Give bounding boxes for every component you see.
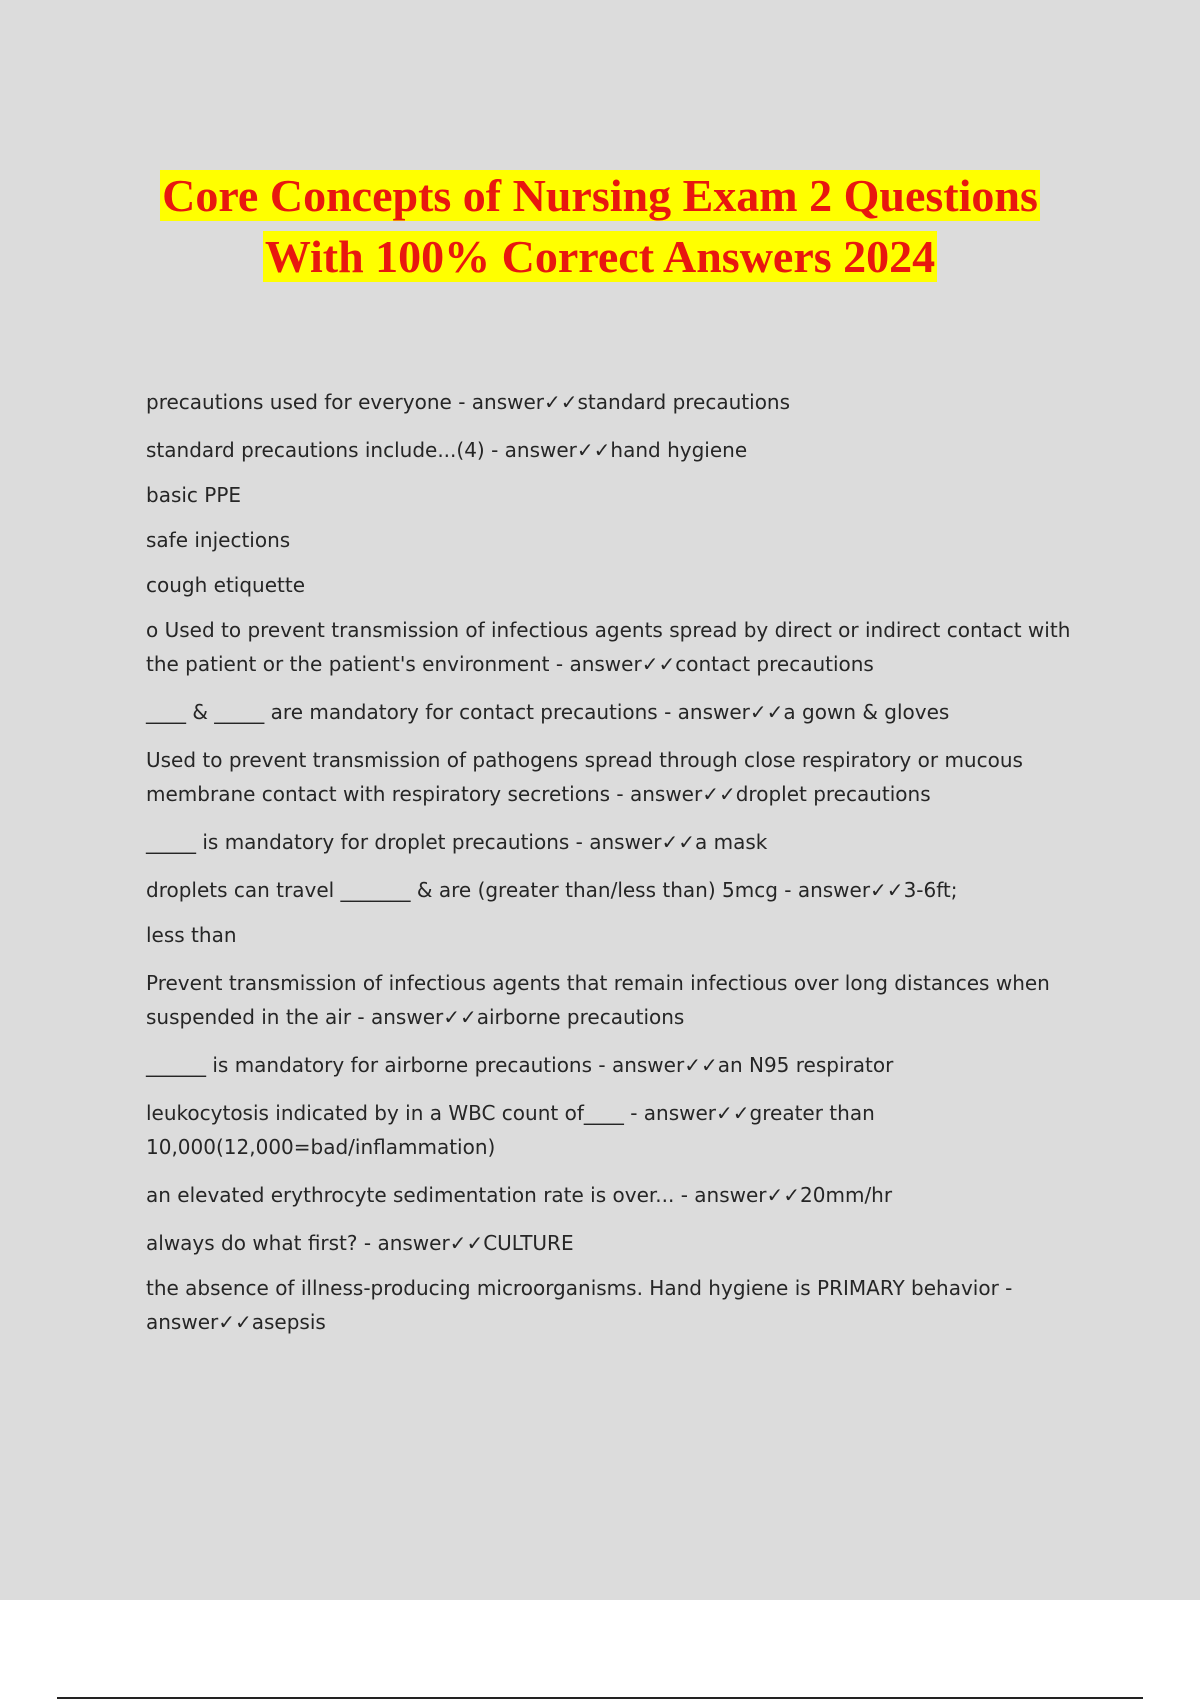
paragraph: the absence of illness-producing microorganisms. Hand hygiene is PRIMARY behavior - answer✓✓asepsis [146, 1276, 1019, 1334]
paragraph: standard precautions include...(4) - answer✓✓hand hygiene [146, 438, 748, 462]
title-line-1: Core Concepts of Nursing Exam 2 Questions [162, 170, 1038, 221]
paragraph: Prevent transmission of infectious agents that remain infectious over long distances when suspended in the air - answer✓✓airborne precautions [146, 971, 1057, 1029]
paragraph: ______ is mandatory for airborne precautions - answer✓✓an N95 respirator [146, 1053, 894, 1077]
paragraph: Used to prevent transmission of pathogens spread through close respiratory or mucous membrane contact with respiratory secretions - answer✓✓droplet precautions [146, 748, 1030, 806]
paragraph: an elevated erythrocyte sedimentation rate is over... - answer✓✓20mm/hr [146, 1183, 893, 1207]
paragraph: basic PPE [146, 483, 242, 507]
document-body [146, 385, 1086, 1353]
paragraph: less than [146, 923, 237, 947]
paragraph: safe injections [146, 528, 291, 552]
page-title [0, 165, 1200, 287]
paragraph: o Used to prevent transmission of infectious agents spread by direct or indirect contact with the patient or the patient's environment - answer✓✓contact precautions [146, 618, 1077, 676]
paragraph: precautions used for everyone - answer✓✓standard precautions [146, 390, 791, 414]
paragraph: droplets can travel _______ & are (greater than/less than) 5mcg - answer✓✓3-6ft; [146, 878, 958, 902]
paragraph: always do what first? - answer✓✓CULTURE [146, 1231, 574, 1255]
paragraph: leukocytosis indicated by in a WBC count of____ - answer✓✓greater than 10,000(12,000=bad/inflammation) [146, 1101, 882, 1159]
title-line-2: With 100% Correct Answers 2024 [264, 231, 936, 282]
paragraph: cough etiquette [146, 573, 306, 597]
paragraph: _____ is mandatory for droplet precautions - answer✓✓a mask [146, 830, 768, 854]
footer-divider [57, 1697, 1143, 1699]
paragraph: ____ & _____ are mandatory for contact precautions - answer✓✓a gown & gloves [146, 700, 950, 724]
